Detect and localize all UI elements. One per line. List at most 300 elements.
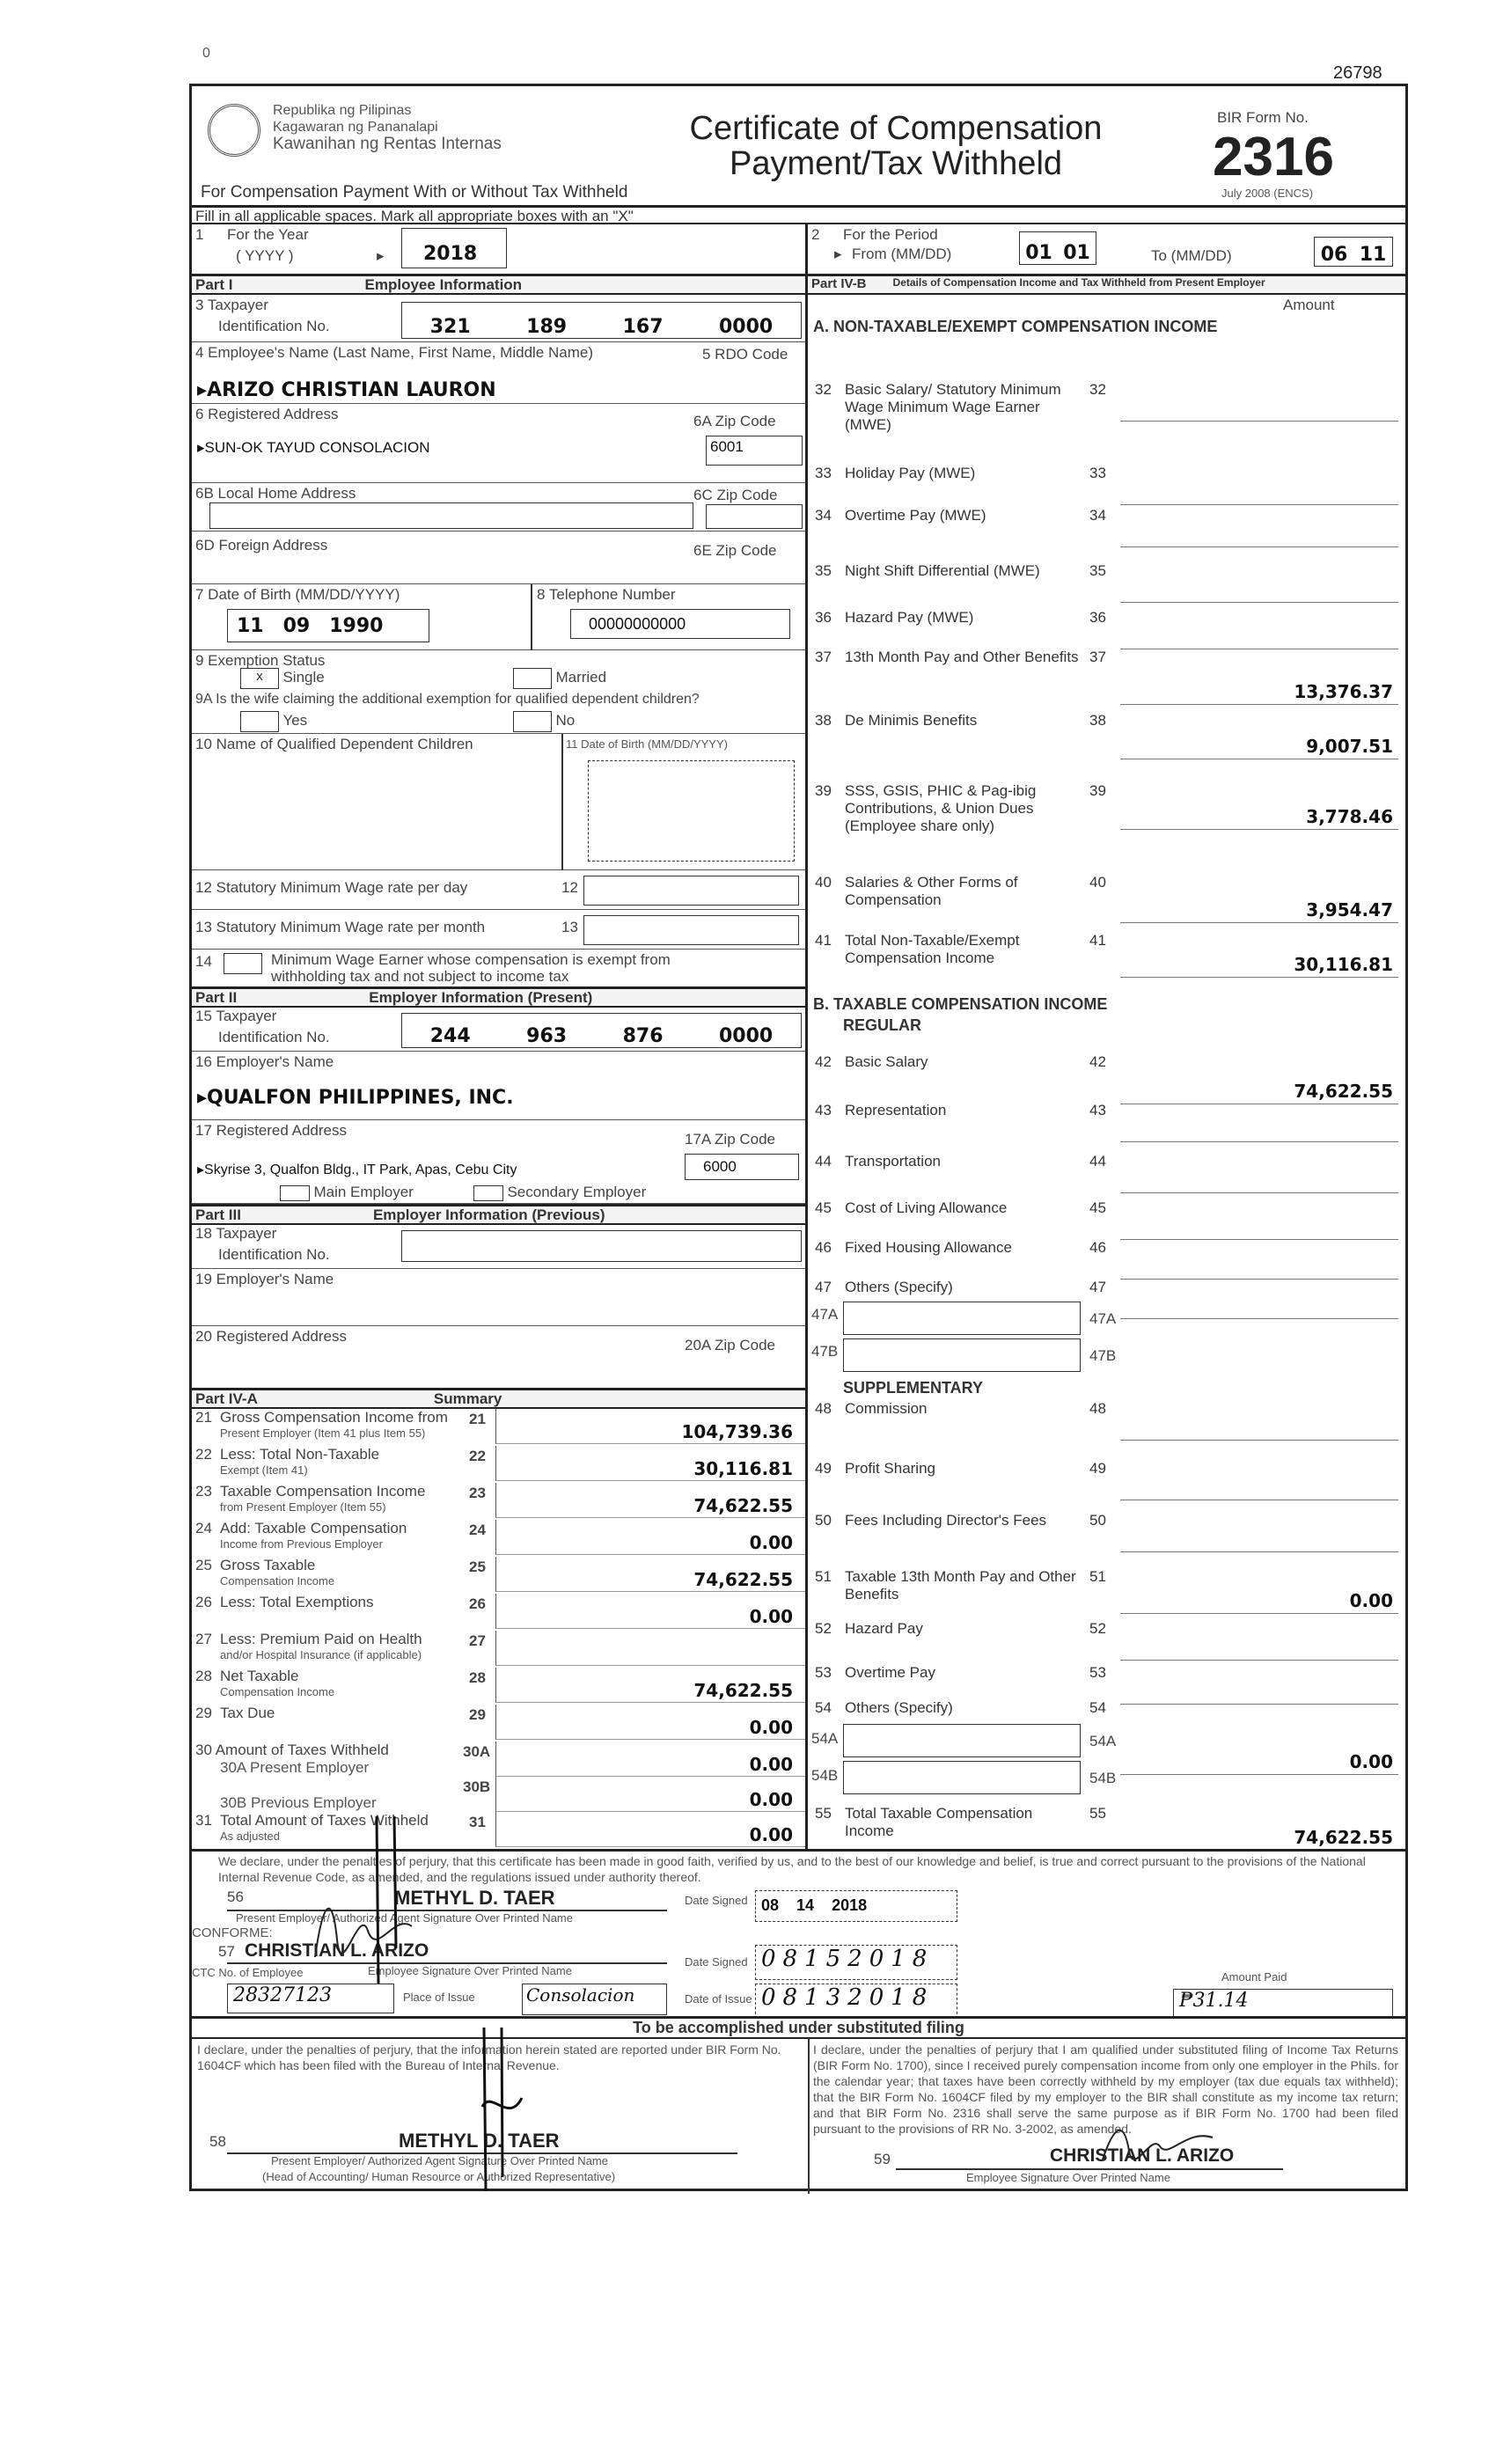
left-column [192,274,808,1849]
item-number: 38 [1089,712,1106,729]
local-address-field[interactable] [209,502,693,529]
item-number: 22 [469,1448,486,1464]
ctc-number-field[interactable]: 28327123 [227,1984,394,2013]
substituted-filing-title: To be accomplished under substituted filing [192,2019,1405,2039]
summary-amount-field[interactable] [495,1446,805,1481]
exemption-status-row [192,650,805,734]
employee-signer-name: CHRISTIAN L. ARIZO [245,1940,429,1961]
amount-field[interactable] [1120,795,1398,830]
item-sublabel: ( YYYY ) [236,247,294,264]
employer-tin-row [192,1008,805,1052]
date-year: 2018 [832,1896,868,1914]
item-number: 59 [874,2151,891,2167]
part-title: Employer Information (Present) [369,989,593,1006]
amount-field[interactable] [1120,614,1398,649]
employer-tin-field[interactable] [401,1013,802,1048]
field-label: 6E Zip Code [693,542,777,559]
field-label: 15 Taxpayer [195,1008,277,1024]
min-wage-day-field[interactable] [583,876,799,906]
amount-field[interactable] [1120,1579,1398,1614]
item-number: 30B [463,1778,491,1795]
field-label: 7 Date of Birth (MM/DD/YYYY) [195,586,400,603]
detail-row-39 [808,782,1405,834]
question-9a: 9A Is the wife claiming the additional exemption for qualified dependent children? [195,692,700,707]
amount-field[interactable] [1120,670,1398,705]
amount-field[interactable] [1120,1244,1398,1280]
item-number: 43 [815,1102,832,1118]
place-of-issue-field[interactable]: Consolacion [522,1984,667,2015]
item-number: 26 [195,1594,212,1610]
option-label: Secondary Employer [507,1184,647,1200]
amount-field[interactable] [1120,1158,1398,1193]
tin-part: 0000 [719,1025,774,1047]
amount-field[interactable] [1120,1107,1398,1142]
bir-seal-logo [208,104,260,157]
item-number: 23 [469,1485,486,1501]
amount-value: 74,622.55 [693,1680,793,1701]
amount-field[interactable] [1120,568,1398,603]
item-sublabel: Income from Previous Employer [220,1537,383,1551]
employer-address: Skyrise 3, Qualfon Bldg., IT Park, Apas, Cebu City [204,1162,517,1177]
part-4a-header [192,1388,805,1409]
item-number: 32 [815,381,832,398]
field-label: 6 Registered Address [195,406,339,422]
amount-value: 0.00 [749,1532,793,1553]
summary-row-27 [192,1631,805,1666]
summary-row-30b [192,1777,805,1812]
married-option [513,668,606,689]
employer-zip-field[interactable]: 6000 [685,1154,799,1180]
to-label: To (MM/DD) [1151,247,1232,264]
item-number: 33 [1089,465,1106,481]
amount-value: 74,622.55 [1294,1827,1393,1848]
employer-address-field[interactable]: ▸Skyrise 3, Qualfon Bldg., IT Park, Apas, Cebu City [197,1162,517,1177]
item-number: 36 [815,609,832,626]
summary-amount-field[interactable] [495,1705,805,1740]
amount-value: 9,007.51 [1306,736,1393,757]
item-number: 14 [195,953,212,970]
amount-value: 30,116.81 [693,1458,793,1479]
item-label: Basic Salary/ Statutory Minimum Wage Minimum Wage Earner (MWE) [845,381,1061,433]
dob-phone-row [192,584,805,650]
item-label: Holiday Pay (MWE) [845,465,976,481]
year-field[interactable]: 2018 [401,228,507,268]
amount-field[interactable] [1120,1405,1398,1441]
item-number: 39 [815,782,832,799]
item-label: SSS, GSIS, PHIC & Pag-ibig Contributions, & Union Dues (Employee share only) [845,782,1037,834]
signature-caption: Employee Signature Over Printed Name [368,1964,572,1977]
amount-field[interactable] [1120,888,1398,923]
field-label: 19 Employer's Name [195,1271,334,1287]
detail-row-33 [808,465,1405,509]
summary-amount-field[interactable] [495,1483,805,1518]
item-label: Net Taxable [220,1668,299,1684]
form-title [649,111,1142,181]
tin-part: 321 [429,316,471,338]
detail-row-42 [808,1053,1405,1102]
part-label: Part IV-B [811,276,867,291]
detail-row-37 [808,649,1405,702]
employee-name: ARIZO CHRISTIAN LAURON [207,379,496,401]
detail-row-40 [808,874,1405,918]
item-number: 47 [1089,1279,1106,1295]
field-label: 6C Zip Code [693,487,778,503]
date-of-issue-label: Date of Issue [685,1992,752,2006]
no-option [513,711,575,732]
amount-field[interactable] [1120,1284,1398,1319]
item-label: De Minimis Benefits [845,712,978,729]
amount-value: 74,622.55 [1294,1081,1393,1102]
amount-paid-field[interactable]: ₱31.14 [1173,1989,1393,2017]
date-signed-56-field[interactable] [755,1890,957,1922]
item-number: 53 [815,1664,832,1681]
single-option [240,668,325,689]
amount-field[interactable] [1120,1740,1398,1775]
form-number: 2316 [1213,127,1334,187]
amount-value: 0.00 [749,1754,793,1775]
item-number: 27 [469,1632,486,1649]
item-label: Gross Compensation Income from [220,1409,448,1426]
amount-field[interactable] [1120,1815,1398,1851]
item-label: Overtime Pay (MWE) [845,507,986,524]
field-label: 13 Statutory Minimum Wage rate per month [195,919,486,935]
agency-line: Kawanihan ng Rentas Internas [273,135,502,153]
item-number: 31 [195,1812,212,1829]
item-number: 34 [1089,507,1106,524]
instructions: Fill in all applicable spaces. Mark all appropriate boxes with an "X" [192,205,1405,224]
summary-amount-field[interactable] [495,1777,805,1812]
item-number: 41 [815,932,832,949]
previous-employer-address-row [192,1326,805,1388]
date-signed-57-field[interactable]: 08152018 [755,1945,957,1980]
title-line: Payment/Tax Withheld [729,145,1063,182]
item-47a-field[interactable] [843,1302,1081,1335]
field-label: 20 Registered Address [195,1328,347,1345]
item-47b-field[interactable] [843,1338,1081,1372]
item-number: 24 [469,1522,486,1538]
employee-name-row [192,342,805,404]
summary-amount-field[interactable] [495,1409,805,1444]
amount-field[interactable] [1120,724,1398,759]
amount-value: 3,954.47 [1306,899,1393,920]
item-label: Others (Specify) [845,1279,953,1295]
item-number: 42 [1089,1053,1106,1070]
item-number: 57 [218,1943,235,1960]
item-54a-field[interactable] [843,1724,1081,1757]
main-employer-checkbox[interactable] [280,1185,310,1201]
part-title: Summary [433,1390,502,1407]
date-of-issue-field[interactable]: 08132018 [755,1984,957,2019]
summary-amount-field[interactable] [495,1631,805,1666]
previous-employer-tin-field[interactable] [401,1230,802,1262]
item-number: 52 [1089,1620,1106,1637]
item-number: 50 [1089,1512,1106,1529]
detail-row-34 [808,507,1405,551]
item-54b-field[interactable] [843,1761,1081,1794]
field-label: 20A Zip Code [685,1337,776,1353]
item-label: Cost of Living Allowance [845,1199,1008,1216]
employee-signature [1098,2116,1221,2168]
zip-field[interactable]: 6001 [706,436,803,466]
employee-name-field[interactable]: ▸ARIZO CHRISTIAN LAURON [197,379,496,401]
employee-declaration-text: I declare, under the penalties of perjury that I am qualified under substituted filing of Income Tax Returns (BIR Form No. 1700), since I received purely compensation income from only one employer in the Phils. for the calendar year; that taxes have been correctly withheld by my employer (tax due equals tax withheld); that the BIR Form No. 1604CF filed by my employer to the BIR shall constitute as my income tax return; and that BIR Form No. 2316 shall serve the same purpose as if BIR Form No. 1700 had been filed pursuant to the provisions of RR No. 3-2002, as amended. [813,2042,1398,2136]
regular-heading: REGULAR [843,1016,921,1034]
dob-day: 09 [282,615,311,637]
employer-signer-name: METHYL D. TAER [394,1887,555,1909]
item-47a-label: 47A [811,1306,839,1323]
part-label: Part IV-A [195,1390,258,1407]
previous-employer-name-row [192,1269,805,1326]
detail-row-55 [808,1805,1405,1849]
item-number: 45 [1089,1199,1106,1216]
signature-caption: Employee Signature Over Printed Name [966,2171,1170,2184]
item-label: Taxable 13th Month Pay and Other Benefits [845,1568,1076,1602]
item-number: 46 [815,1239,832,1256]
item-number: 54 [815,1699,832,1716]
item-number: 28 [469,1669,486,1686]
item-label: For the Year [227,226,309,243]
item-label: Profit Sharing [845,1460,935,1477]
option-label: No [555,712,576,730]
field-label: 18 Taxpayer [195,1225,277,1242]
amount-field[interactable] [1120,1205,1398,1240]
amount-field[interactable] [1120,1465,1398,1500]
registered-address: SUN-OK TAYUD CONSOLACION [204,439,430,456]
amount-field[interactable] [1120,1625,1398,1661]
yes-checkbox[interactable] [240,711,279,732]
amount-field[interactable] [1120,1517,1398,1552]
detail-row-36 [808,609,1405,653]
part-title: Details of Compensation Income and Tax Withheld from Present Employer [892,276,1265,289]
item-number: 40 [1089,874,1106,891]
min-wage-month-field[interactable] [583,915,799,945]
part-label: Part II [195,989,238,1006]
employer-declaration-text: I declare, under the penalties of perjury, that the information herein stated are reported under BIR Form No. 1604CF which has been filed with the Bureau of Internal Revenue. [197,2042,781,2072]
item-label: Commission [845,1400,928,1417]
arrow-icon: ▸ [834,246,842,262]
item-sublabel: Compensation Income [220,1574,335,1588]
detail-row-41 [808,932,1405,976]
amount-value: 13,376.37 [1294,681,1393,702]
agency-line: Republika ng Pilipinas [273,103,412,118]
summary-row-31 [192,1812,805,1847]
amount-field[interactable] [1120,470,1398,505]
item-number: 34 [815,507,832,524]
item-number: 53 [1089,1664,1106,1681]
item-number: 50 [815,1512,832,1529]
item-number: 52 [815,1620,832,1637]
form-subtitle: For Compensation Payment With or Without Tax Withheld [201,183,628,202]
amount-field[interactable] [1120,386,1398,422]
detail-row-52 [808,1620,1405,1664]
item-label: 13th Month Pay and Other Benefits [845,649,1079,665]
field-label: 6A Zip Code [693,413,776,429]
summary-row-26 [192,1594,805,1629]
part-title: Employer Information (Previous) [372,1206,605,1223]
corner-mark: 0 [202,46,210,61]
item-1-year [192,224,808,274]
no-checkbox[interactable] [513,711,552,732]
form-version: July 2008 (ENCS) [1221,187,1314,200]
declaration-text: We declare, under the penalties of perjury, that this certificate has been made in good faith, verified by us, and to the best of our knowledge and belief, is true and correct pursuant to the provisions of the National Internal Revenue Code, as amended, and the regulations issued under authority thereof. [218,1854,1366,1884]
part-3-header [192,1204,805,1225]
item-number: 29 [469,1706,486,1723]
item-label: Hazard Pay [845,1620,923,1637]
married-checkbox[interactable] [513,668,552,689]
item-number: 51 [1089,1568,1106,1585]
item-number: 47 [815,1279,832,1295]
item-number: 51 [815,1568,832,1585]
previous-employer-tin-row [192,1225,805,1269]
item-number: 38 [815,712,832,729]
signer-58-name: METHYL D. TAER [399,2130,560,2152]
period-to-field[interactable] [1314,237,1393,267]
field-label: 12 Statutory Minimum Wage rate per day [195,879,468,896]
signature-caption: Present Employer/ Authorized Agent Signature Over Printed Name [271,2154,608,2167]
item-number: 41 [1089,932,1106,949]
item-13-row [192,910,805,950]
detail-row-44 [808,1153,1405,1197]
detail-row-32 [808,381,1405,433]
item-number: 24 [195,1520,212,1536]
place-of-issue-label: Place of Issue [403,1991,475,2004]
supplementary-heading: SUPPLEMENTARY [843,1379,984,1397]
amount-field[interactable] [1120,512,1398,547]
arrow-icon: ▸ [377,247,385,264]
amount-value: 0.00 [749,1789,793,1810]
summary-amount-field[interactable] [495,1520,805,1555]
period-from-field[interactable] [1019,231,1096,265]
item-number: 54 [1089,1699,1106,1716]
section-a-heading: A. NON-TAXABLE/EXEMPT COMPENSATION INCOME [813,318,1218,335]
item-number: 33 [815,465,832,481]
date-month: 08 [761,1896,780,1914]
telephone-field[interactable]: 00000000000 [570,609,790,639]
mwe-checkbox[interactable] [224,953,262,974]
dob-field[interactable] [227,609,429,642]
summary-row-21 [192,1409,805,1444]
item-number: 48 [1089,1400,1106,1417]
item-sublabel: from Present Employer (Item 55) [220,1500,386,1514]
detail-row-43 [808,1102,1405,1146]
item-number: 21 [195,1409,212,1426]
detail-row-50 [808,1512,1405,1556]
item-number: 23 [195,1483,212,1500]
detail-row-45 [808,1199,1405,1243]
field-label: 11 Date of Birth (MM/DD/YYYY) [566,737,728,751]
item-14-row [192,950,805,986]
field-label: 17A Zip Code [685,1131,776,1148]
summary-row-25 [192,1557,805,1592]
item-number: 29 [195,1705,212,1721]
item-number: 28 [195,1668,212,1684]
amount-value: 0.00 [749,1606,793,1627]
agency-name [273,102,502,152]
field-label: 6B Local Home Address [195,485,356,502]
summary-amount-field[interactable] [495,1668,805,1703]
field-label: 6D Foreign Address [195,537,328,554]
item-number: 27 [195,1631,212,1647]
amount-value: 30,116.81 [1294,954,1393,975]
item-number: 2 [811,226,820,243]
yes-option [240,711,307,732]
item-number: 49 [1089,1460,1106,1477]
part-2-header [192,986,805,1008]
field-label: 8 Telephone Number [537,586,676,603]
from-month: 01 [1025,242,1052,264]
summary-amount-field[interactable] [495,1557,805,1592]
date-signed-label: Date Signed [685,1894,748,1907]
form-label: BIR Form No. [1217,109,1309,126]
item-sublabel: 30A Present Employer [220,1759,370,1776]
amount-header: Amount [1283,297,1335,313]
item-number: 25 [195,1557,212,1573]
detail-row-51 [808,1568,1405,1612]
tin-part: 189 [526,316,568,338]
item-label: Transportation [845,1153,941,1170]
main-employer-option [280,1184,414,1201]
local-zip-field[interactable] [706,504,803,529]
item-number: 12 [561,879,578,896]
item-number: 37 [1089,649,1106,665]
summary-row-30a [192,1742,805,1777]
item-label: Gross Taxable [220,1557,316,1573]
declaration-section [192,1849,1405,2016]
item-number: 44 [1089,1153,1106,1170]
employer-name-field[interactable]: ▸QUALFON PHILIPPINES, INC. [197,1087,514,1109]
detail-row-35 [808,562,1405,606]
item-label: Total Amount of Taxes Withheld [220,1812,429,1829]
item-sublabel: Exempt (Item 41) [220,1463,308,1477]
part-label: Part I [195,276,233,293]
detail-row-46 [808,1239,1405,1283]
amount-field[interactable] [1120,942,1398,978]
item-number: 46 [1089,1239,1106,1256]
option-label: Married [555,669,607,686]
dob-year: 1990 [329,615,384,637]
amount-field[interactable] [1120,1069,1398,1104]
signature-caption: (Head of Accounting/ Human Resource or Authorized Representative) [262,2170,616,2183]
field-label: Minimum Wage Earner whose compensation is exempt from withholding tax and not subject to income tax [271,951,671,985]
field-label: 3 Taxpayer [195,297,268,313]
part-1-header [192,274,805,295]
item-47b-label: 47B [811,1343,839,1360]
summary-amount-field[interactable] [495,1812,805,1847]
amount-value: 74,622.55 [693,1495,793,1516]
summary-amount-field[interactable] [495,1594,805,1629]
amount-value: 104,739.36 [681,1421,793,1442]
dependent-dob-fields[interactable] [588,760,795,862]
part-4b-header [808,274,1405,295]
signature-caption: Present Employer/ Authorized Agent Signature Over Printed Name [236,1911,573,1925]
agency-line: Kagawaran ng Pananalapi [273,120,438,135]
item-54a-label: 54A [1089,1733,1117,1749]
item-sublabel: Compensation Income [220,1685,335,1698]
item-sublabel: As adjusted [220,1830,280,1843]
registered-address-field[interactable]: ▸SUN-OK TAYUD CONSOLACION [197,439,430,456]
secondary-employer-checkbox[interactable] [473,1185,503,1201]
employee-tin-field[interactable] [401,302,802,339]
dependents-row [192,734,805,870]
summary-amount-field[interactable] [495,1742,805,1777]
item-number: 35 [815,562,832,579]
item-47a-label: 47A [1089,1310,1117,1327]
single-checkbox[interactable]: x [240,668,279,689]
item-label: Basic Salary [845,1053,928,1070]
item-number: 32 [1089,381,1106,398]
employer-name: QUALFON PHILIPPINES, INC. [207,1087,514,1109]
part-label: Part III [195,1206,241,1223]
